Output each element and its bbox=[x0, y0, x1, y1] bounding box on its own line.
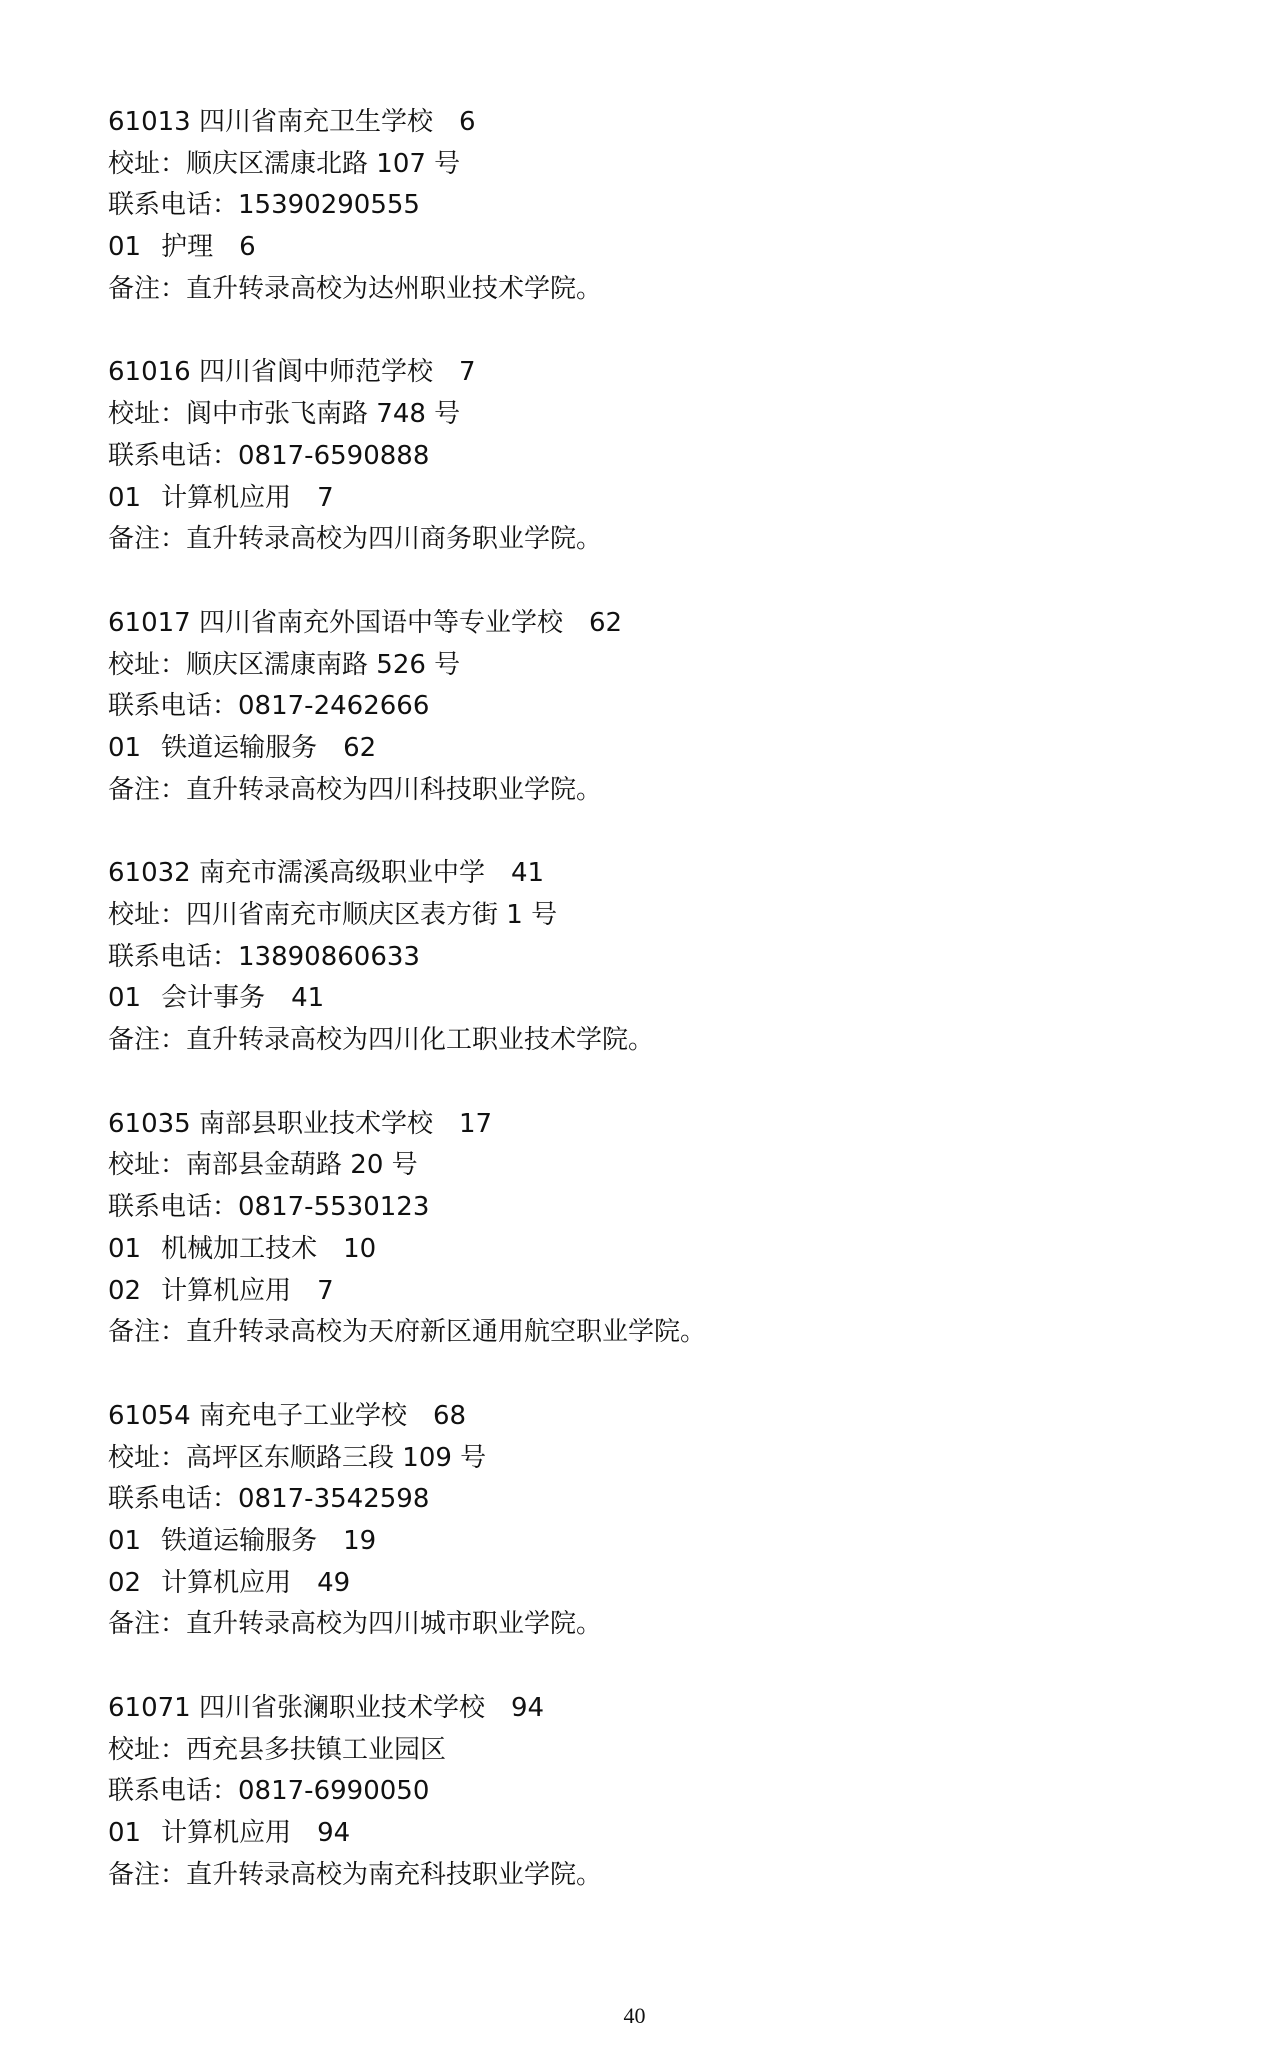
school-phone bbox=[108, 686, 1168, 728]
school-header bbox=[108, 603, 1168, 645]
school-address bbox=[108, 144, 1168, 186]
school-phone bbox=[108, 1771, 1168, 1813]
phone-value: 15390290555 bbox=[238, 190, 420, 221]
school-phone bbox=[108, 185, 1168, 227]
school-code: 61054 bbox=[108, 1400, 191, 1431]
school-entry bbox=[108, 1396, 1168, 1646]
school-code: 61032 bbox=[108, 858, 191, 889]
school-name: 四川省张澜职业技术学校 bbox=[198, 1693, 485, 1723]
school-quota: 17 bbox=[459, 1108, 493, 1139]
major-code: 01 bbox=[108, 732, 142, 763]
school-address bbox=[108, 1145, 1168, 1187]
note-value: 直升转录高校为四川科技职业学院。 bbox=[186, 774, 603, 805]
note-label: 备注： bbox=[108, 774, 187, 805]
major-name: 计算机应用 bbox=[161, 1275, 292, 1306]
page-number: 40 bbox=[623, 2003, 646, 2028]
note-label: 备注： bbox=[108, 273, 187, 304]
phone-value: 13890860633 bbox=[238, 941, 420, 972]
school-entry bbox=[108, 603, 1168, 811]
major-name: 计算机应用 bbox=[161, 482, 292, 513]
major-name: 机械加工技术 bbox=[161, 1233, 318, 1264]
phone-label: 联系电话： bbox=[108, 440, 239, 471]
major-name: 护理 bbox=[161, 232, 214, 263]
school-quota: 41 bbox=[511, 858, 545, 889]
address-label: 校址： bbox=[108, 1442, 187, 1473]
phone-value: 0817-6990050 bbox=[238, 1776, 430, 1807]
school-note bbox=[108, 269, 1168, 311]
note-value: 直升转录高校为天府新区通用航空职业学院。 bbox=[186, 1317, 707, 1348]
major-row bbox=[108, 1521, 1168, 1563]
school-note bbox=[108, 770, 1168, 812]
major-quota: 49 bbox=[317, 1567, 351, 1598]
major-name: 计算机应用 bbox=[161, 1818, 292, 1849]
school-phone bbox=[108, 937, 1168, 979]
school-entry bbox=[108, 352, 1168, 560]
school-quota: 7 bbox=[459, 357, 476, 388]
major-code: 01 bbox=[108, 983, 142, 1014]
school-note bbox=[108, 1020, 1168, 1062]
school-entry bbox=[108, 102, 1168, 310]
phone-label: 联系电话： bbox=[108, 1484, 239, 1515]
phone-label: 联系电话： bbox=[108, 190, 239, 221]
major-name: 铁道运输服务 bbox=[161, 1525, 318, 1556]
school-name: 四川省南充外国语中等专业学校 bbox=[198, 607, 563, 638]
phone-value: 0817-5530123 bbox=[238, 1192, 430, 1223]
school-name: 四川省阆中师范学校 bbox=[198, 357, 433, 388]
major-quota: 7 bbox=[317, 482, 334, 513]
school-header bbox=[108, 1104, 1168, 1146]
note-value: 直升转录高校为南充科技职业学院。 bbox=[186, 1859, 603, 1890]
major-row bbox=[108, 1271, 1168, 1313]
note-value: 直升转录高校为达州职业技术学院。 bbox=[186, 273, 603, 304]
address-value: 西充县多扶镇工业园区 bbox=[186, 1734, 447, 1765]
address-value: 高坪区东顺路三段 109 号 bbox=[186, 1442, 487, 1473]
major-name: 会计事务 bbox=[161, 983, 266, 1014]
school-address bbox=[108, 645, 1168, 687]
school-phone bbox=[108, 436, 1168, 478]
major-row bbox=[108, 478, 1168, 520]
major-code: 02 bbox=[108, 1275, 142, 1306]
school-entry bbox=[108, 1104, 1168, 1354]
address-label: 校址： bbox=[108, 649, 187, 680]
major-row bbox=[108, 227, 1168, 269]
address-value: 阆中市张飞南路 748 号 bbox=[186, 399, 461, 430]
major-quota: 41 bbox=[291, 983, 325, 1014]
phone-label: 联系电话： bbox=[108, 691, 239, 722]
phone-value: 0817-2462666 bbox=[238, 691, 430, 722]
school-phone bbox=[108, 1187, 1168, 1229]
address-value: 顺庆区濡康南路 526 号 bbox=[186, 649, 461, 680]
major-code: 01 bbox=[108, 1818, 142, 1849]
school-note bbox=[108, 1604, 1168, 1646]
school-code: 61017 bbox=[108, 607, 191, 638]
major-row bbox=[108, 1563, 1168, 1605]
note-label: 备注： bbox=[108, 1609, 187, 1640]
school-name: 四川省南充卫生学校 bbox=[198, 107, 433, 137]
phone-value: 0817-6590888 bbox=[238, 440, 430, 471]
school-note bbox=[108, 1855, 1168, 1897]
school-code: 61071 bbox=[108, 1693, 191, 1723]
school-name: 南充市濡溪高级职业中学 bbox=[198, 858, 485, 889]
address-label: 校址： bbox=[108, 399, 187, 430]
note-label: 备注： bbox=[108, 1025, 187, 1056]
major-quota: 19 bbox=[343, 1525, 377, 1556]
major-quota: 94 bbox=[317, 1818, 351, 1849]
school-quota: 68 bbox=[433, 1400, 467, 1431]
phone-label: 联系电话： bbox=[108, 941, 239, 972]
address-value: 南部县金葫路 20 号 bbox=[186, 1150, 418, 1181]
major-code: 02 bbox=[108, 1567, 142, 1598]
address-label: 校址： bbox=[108, 1150, 187, 1181]
address-value: 四川省南充市顺庆区表方街 1 号 bbox=[186, 900, 558, 930]
major-name: 铁道运输服务 bbox=[161, 732, 318, 763]
major-name: 计算机应用 bbox=[161, 1567, 292, 1598]
school-code: 61016 bbox=[108, 357, 191, 388]
address-label: 校址： bbox=[108, 1734, 187, 1765]
school-quota: 6 bbox=[459, 107, 476, 137]
note-label: 备注： bbox=[108, 1859, 187, 1890]
school-code: 61013 bbox=[108, 107, 191, 137]
major-quota: 7 bbox=[317, 1275, 334, 1306]
address-label: 校址： bbox=[108, 900, 187, 930]
note-label: 备注： bbox=[108, 524, 187, 555]
note-value: 直升转录高校为四川城市职业学院。 bbox=[186, 1609, 603, 1640]
major-row bbox=[108, 1229, 1168, 1271]
note-label: 备注： bbox=[108, 1317, 187, 1348]
school-note bbox=[108, 1312, 1168, 1354]
school-header bbox=[108, 1396, 1168, 1438]
major-code: 01 bbox=[108, 232, 142, 263]
note-value: 直升转录高校为四川化工职业技术学院。 bbox=[186, 1025, 655, 1056]
major-quota: 10 bbox=[343, 1233, 377, 1264]
school-header bbox=[108, 102, 1168, 144]
note-value: 直升转录高校为四川商务职业学院。 bbox=[186, 524, 603, 555]
major-code: 01 bbox=[108, 482, 142, 513]
school-header bbox=[108, 853, 1168, 895]
school-header bbox=[108, 352, 1168, 394]
school-quota: 62 bbox=[589, 607, 623, 638]
school-quota: 94 bbox=[511, 1693, 545, 1723]
school-entry bbox=[108, 1688, 1168, 1896]
school-address bbox=[108, 394, 1168, 436]
phone-label: 联系电话： bbox=[108, 1776, 239, 1807]
address-label: 校址： bbox=[108, 148, 187, 179]
phone-label: 联系电话： bbox=[108, 1192, 239, 1223]
school-phone bbox=[108, 1479, 1168, 1521]
school-address bbox=[108, 1730, 1168, 1772]
major-row bbox=[108, 978, 1168, 1020]
major-row bbox=[108, 728, 1168, 770]
school-note bbox=[108, 519, 1168, 561]
school-name: 南部县职业技术学校 bbox=[198, 1108, 433, 1139]
major-quota: 6 bbox=[239, 232, 256, 263]
school-name: 南充电子工业学校 bbox=[198, 1400, 407, 1431]
school-address bbox=[108, 895, 1168, 937]
school-list bbox=[108, 102, 1168, 1938]
major-quota: 62 bbox=[343, 732, 377, 763]
address-value: 顺庆区濡康北路 107 号 bbox=[186, 148, 461, 179]
school-header bbox=[108, 1688, 1168, 1730]
major-row bbox=[108, 1813, 1168, 1855]
school-entry bbox=[108, 853, 1168, 1061]
phone-value: 0817-3542598 bbox=[238, 1484, 430, 1515]
major-code: 01 bbox=[108, 1525, 142, 1556]
school-code: 61035 bbox=[108, 1108, 191, 1139]
school-address bbox=[108, 1438, 1168, 1480]
major-code: 01 bbox=[108, 1233, 142, 1264]
